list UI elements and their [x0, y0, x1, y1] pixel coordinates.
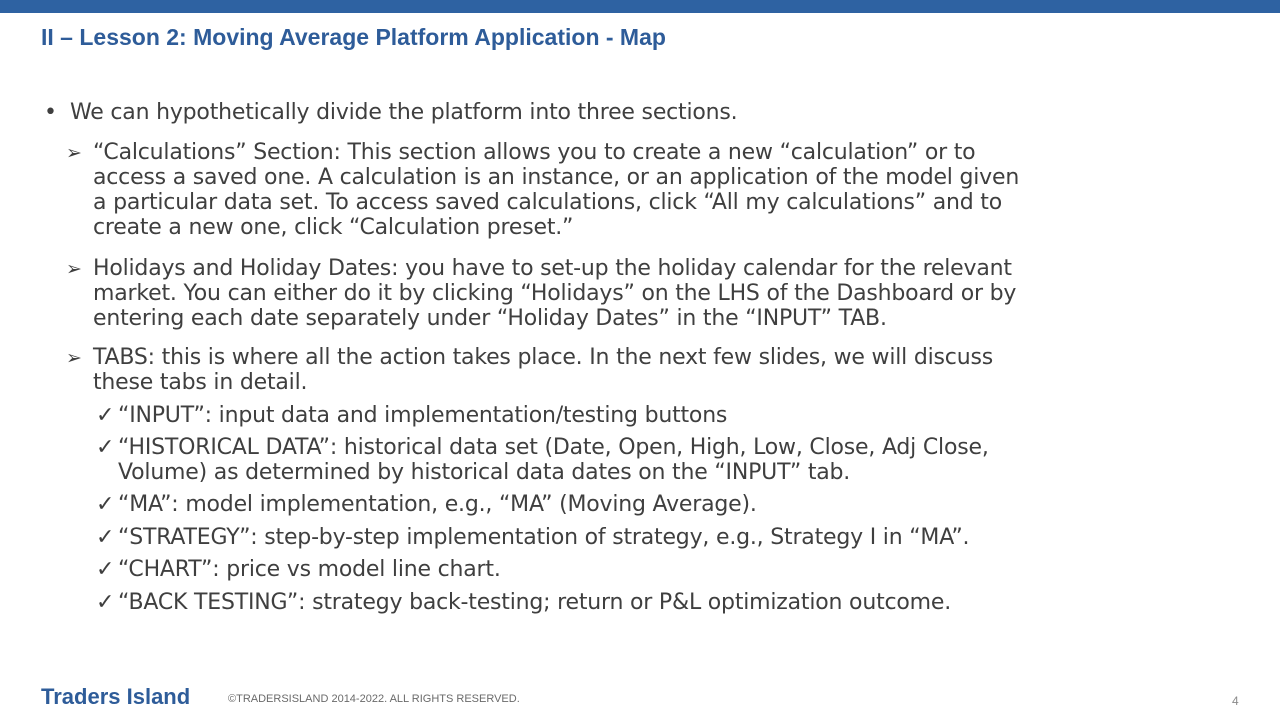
tab-item: “BACK TESTING”: strategy back-testing; return or P&L optimization outcome.	[118, 590, 952, 615]
section-line: these tabs in detail.	[93, 370, 308, 395]
tab-item: Volume) as determined by historical data dates on the “INPUT” tab.	[118, 460, 851, 485]
arrow-bullet-icon: ➢	[66, 142, 82, 164]
section-line: create a new one, click “Calculation preset.”	[93, 215, 574, 240]
checkmark-icon: ✓	[96, 435, 115, 460]
section-line: Holidays and Holiday Dates: you have to set-up the holiday calendar for the relevant	[93, 256, 1012, 281]
tab-item: “STRATEGY”: step-by-step implementation of strategy, e.g., Strategy I in “MA”.	[118, 525, 970, 550]
brand-logo: Traders Island	[41, 684, 191, 709]
copyright-text: ©TRADERSISLAND 2014-2022. ALL RIGHTS RESERVED.	[228, 693, 520, 705]
section-line: a particular data set. To access saved calculations, click “All my calculations” and to	[93, 190, 1002, 215]
checkmark-icon: ✓	[96, 403, 115, 428]
tab-item: “HISTORICAL DATA”: historical data set (Date, Open, High, Low, Close, Adj Close,	[118, 435, 989, 460]
tab-item: “CHART”: price vs model line chart.	[118, 557, 501, 582]
arrow-bullet-icon: ➢	[66, 347, 82, 369]
checkmark-icon: ✓	[96, 557, 115, 582]
slide-title: II – Lesson 2: Moving Average Platform Application - Map	[41, 24, 666, 50]
header-accent-bar	[0, 0, 1280, 13]
intro-text: We can hypothetically divide the platform into three sections.	[70, 100, 738, 125]
checkmark-icon: ✓	[96, 590, 115, 615]
section-line: TABS: this is where all the action takes place. In the next few slides, we will discuss	[93, 345, 993, 370]
bullet-dot-icon: •	[44, 100, 57, 125]
checkmark-icon: ✓	[96, 525, 115, 550]
section-line: market. You can either do it by clicking “Holidays” on the LHS of the Dashboard or by	[93, 281, 1017, 306]
checkmark-icon: ✓	[96, 492, 115, 517]
section-line: access a saved one. A calculation is an instance, or an application of the model given	[93, 165, 1020, 190]
page-number: 4	[1232, 694, 1239, 708]
section-line: entering each date separately under “Holiday Dates” in the “INPUT” TAB.	[93, 306, 887, 331]
section-line: “Calculations” Section: This section allows you to create a new “calculation” or to	[93, 140, 976, 165]
tab-item: “MA”: model implementation, e.g., “MA” (Moving Average).	[118, 492, 757, 517]
tab-item: “INPUT”: input data and implementation/testing buttons	[118, 403, 728, 428]
arrow-bullet-icon: ➢	[66, 258, 82, 280]
